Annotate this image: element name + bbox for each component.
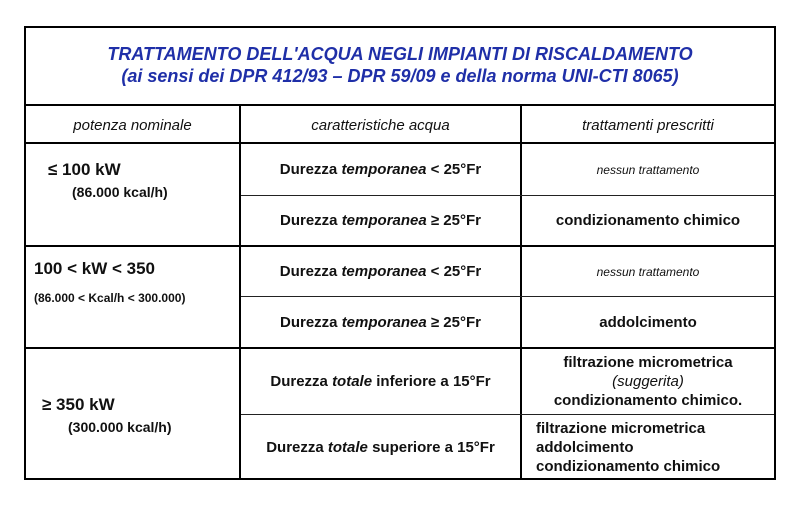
title-line-1: TRATTAMENTO DELL'ACQUA NEGLI IMPIANTI DI RISCALDAMENTO — [107, 44, 693, 64]
row1-power-cell — [48, 144, 238, 245]
row3a-treatment-line3: condizionamento chimico. — [553, 392, 743, 409]
table-title — [26, 28, 774, 106]
row1b-treatment: condizionamento chimico — [555, 212, 741, 229]
row1-kcal: (86.000 kcal/h) — [72, 184, 168, 200]
row3b-treatment-line3: condizionamento chimico — [536, 458, 721, 475]
row3b-treatment-line2: addolcimento — [536, 439, 634, 456]
row3-power-cell — [42, 349, 238, 480]
row3-power: ≥ 350 kW — [42, 394, 115, 414]
title-line-2: (ai sensi dei DPR 412/93 – DPR 59/09 e della norma UNI-CTI 8065) — [121, 66, 679, 86]
row3-kcal: (300.000 kcal/h) — [68, 418, 172, 435]
row2-kcal: (86.000 < Kcal/h < 300.000) — [34, 291, 186, 305]
row2b-treatment: addolcimento — [599, 313, 697, 331]
row2-power: 100 < kW < 350 — [34, 259, 155, 278]
row3a-treatment-line1: filtrazione micrometrica — [563, 354, 733, 371]
row3a-treatment-line2: (suggerita) — [612, 373, 684, 390]
row3a-treatment — [522, 349, 774, 414]
header-water: caratteristiche acqua — [311, 116, 450, 134]
header-treatment: trattamenti prescritti — [582, 116, 714, 134]
water-treatment-table — [24, 26, 776, 480]
row1a-characteristic: Durezza temporanea < 25°Fr — [279, 161, 482, 178]
row2a-treatment: nessun trattamento — [596, 264, 700, 279]
row1b-characteristic: Durezza temporanea ≥ 25°Fr — [280, 212, 481, 229]
row1-power: ≤ 100 kW — [48, 160, 121, 179]
row3a-characteristic: Durezza totale inferiore a 15°Fr — [270, 373, 491, 390]
header-power: potenza nominale — [73, 116, 192, 134]
row2b-characteristic: Durezza temporanea ≥ 25°Fr — [280, 313, 481, 331]
row3b-treatment — [536, 415, 774, 480]
row2a-characteristic: Durezza temporanea < 25°Fr — [279, 263, 482, 280]
row3b-treatment-line1: filtrazione micrometrica — [536, 420, 706, 437]
row3b-characteristic: Durezza totale superiore a 15°Fr — [266, 439, 495, 456]
row1a-treatment: nessun trattamento — [596, 162, 700, 177]
row2-power-cell — [34, 247, 239, 347]
